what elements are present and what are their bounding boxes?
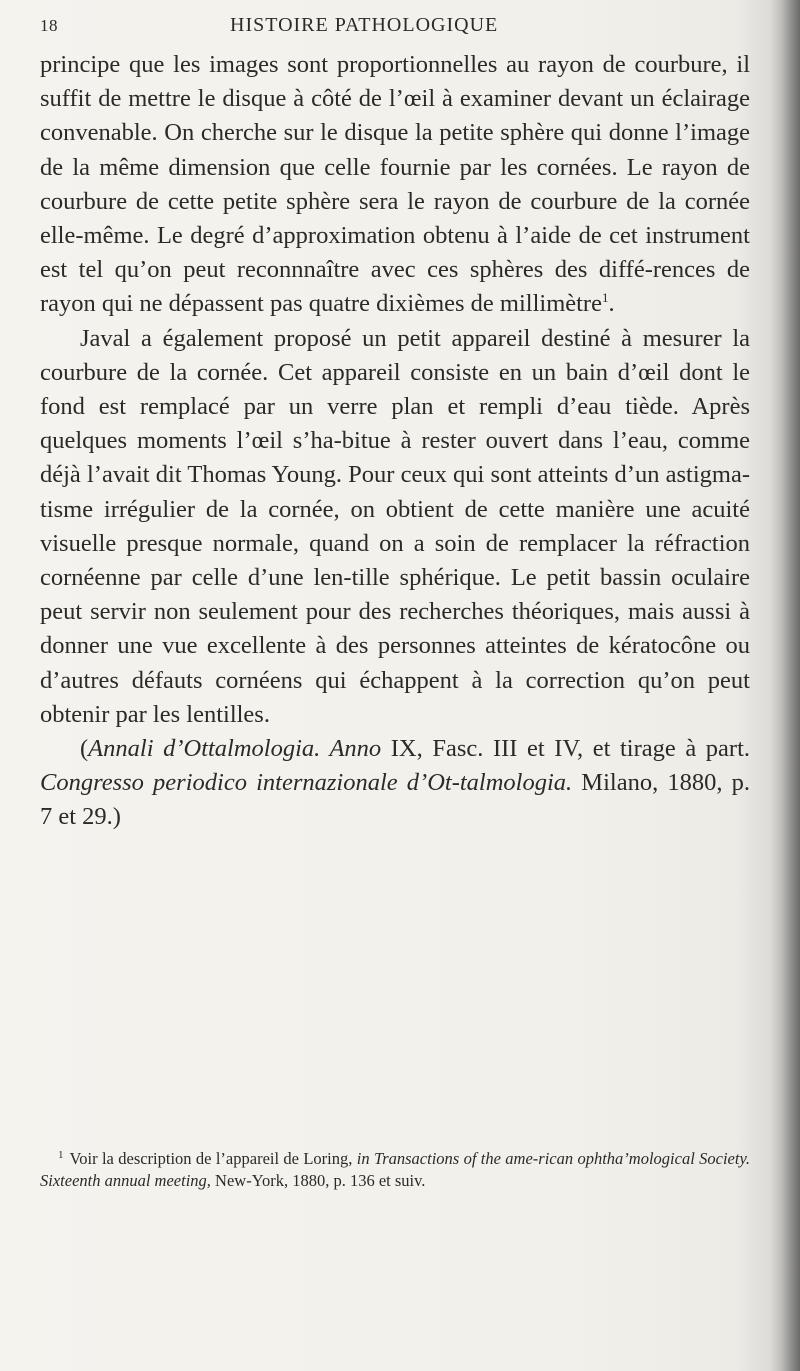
paragraph-1-text: principe que les images sont proportionnelles au rayon de courbure, il suffit de mettre le disque à côté de l’œil à examiner devant un éclairage convenable. On cherche sur le disque la petite sphère qui donne l’image de la même dimension que celle fournie par les cornées. Le rayon de courbure de cette petite sphère sera le rayon de courbure de la cornée elle-même. Le degré d’approximation obtenu à l’aide de cet instrument est tel qu’on peut reconnnaître avec ces sphères des diffé-rences de rayon qui ne dépassent pas quatre dixièmes de millimètre [40, 51, 750, 318]
footnote-text-italic: in Transactions of the ame-rican ophtha’mological Society. Sixteenth annual meeting, [40, 1149, 750, 1190]
citation-end: Milano, 1880, p. 7 et 29.) [40, 769, 750, 831]
body-text [40, 48, 750, 835]
citation-open: ( [80, 735, 89, 763]
page-edge-shadow [770, 0, 800, 1371]
citation [40, 732, 750, 835]
citation-middle: IX, Fasc. III et IV, et tirage à part. [381, 735, 751, 763]
footnote-text-end: New-York, 1880, p. 136 et suiv. [210, 1171, 426, 1190]
footnote-reference: 1 [601, 290, 609, 306]
paragraph-2-text: Javal a également proposé un petit appareil destiné à mesurer la courbure de la cornée. Cet appareil consiste en un bain d’œil dont le fond est remplacé par un verre plan et rempli d’eau tiède. Après quelques moments l’œil s’ha-bitue à rester ouvert dans l’eau, comme déjà l’avait dit Thomas Young. Pour ceux qui sont atteints d’un astigma-tisme irrégulier de la cornée, on obtient de cette manière une acuité visuelle presque normale, quand on a soin de remplacer la réfraction cornéenne par celle d’une len-tille sphérique. Le petit bassin oculaire peut servir non seulement pour des recherches théoriques, mais aussi à donner une vue excellente à des personnes atteintes de kératocône ou d’autres défauts cornéens qui échappent à la correction qu’on peut obtenir par les lentilles. [40, 324, 750, 728]
paragraph-2 [40, 322, 750, 732]
running-head [40, 10, 740, 40]
footnote-mark: 1 [58, 1148, 64, 1161]
running-title: HISTOIRE PATHOLOGIQUE [230, 14, 499, 36]
citation-congress: Congresso periodico internazionale d’Ot-talmologia. [40, 769, 573, 797]
footnote [40, 1148, 750, 1192]
page-number: 18 [40, 16, 58, 35]
footnote-text-start: Voir la description de l’appareil de Loring, [69, 1149, 357, 1168]
paragraph-1-end: . [608, 290, 615, 318]
citation-journal: Annali d’Ottalmologia. Anno [88, 735, 382, 763]
paragraph-1 [40, 48, 750, 322]
